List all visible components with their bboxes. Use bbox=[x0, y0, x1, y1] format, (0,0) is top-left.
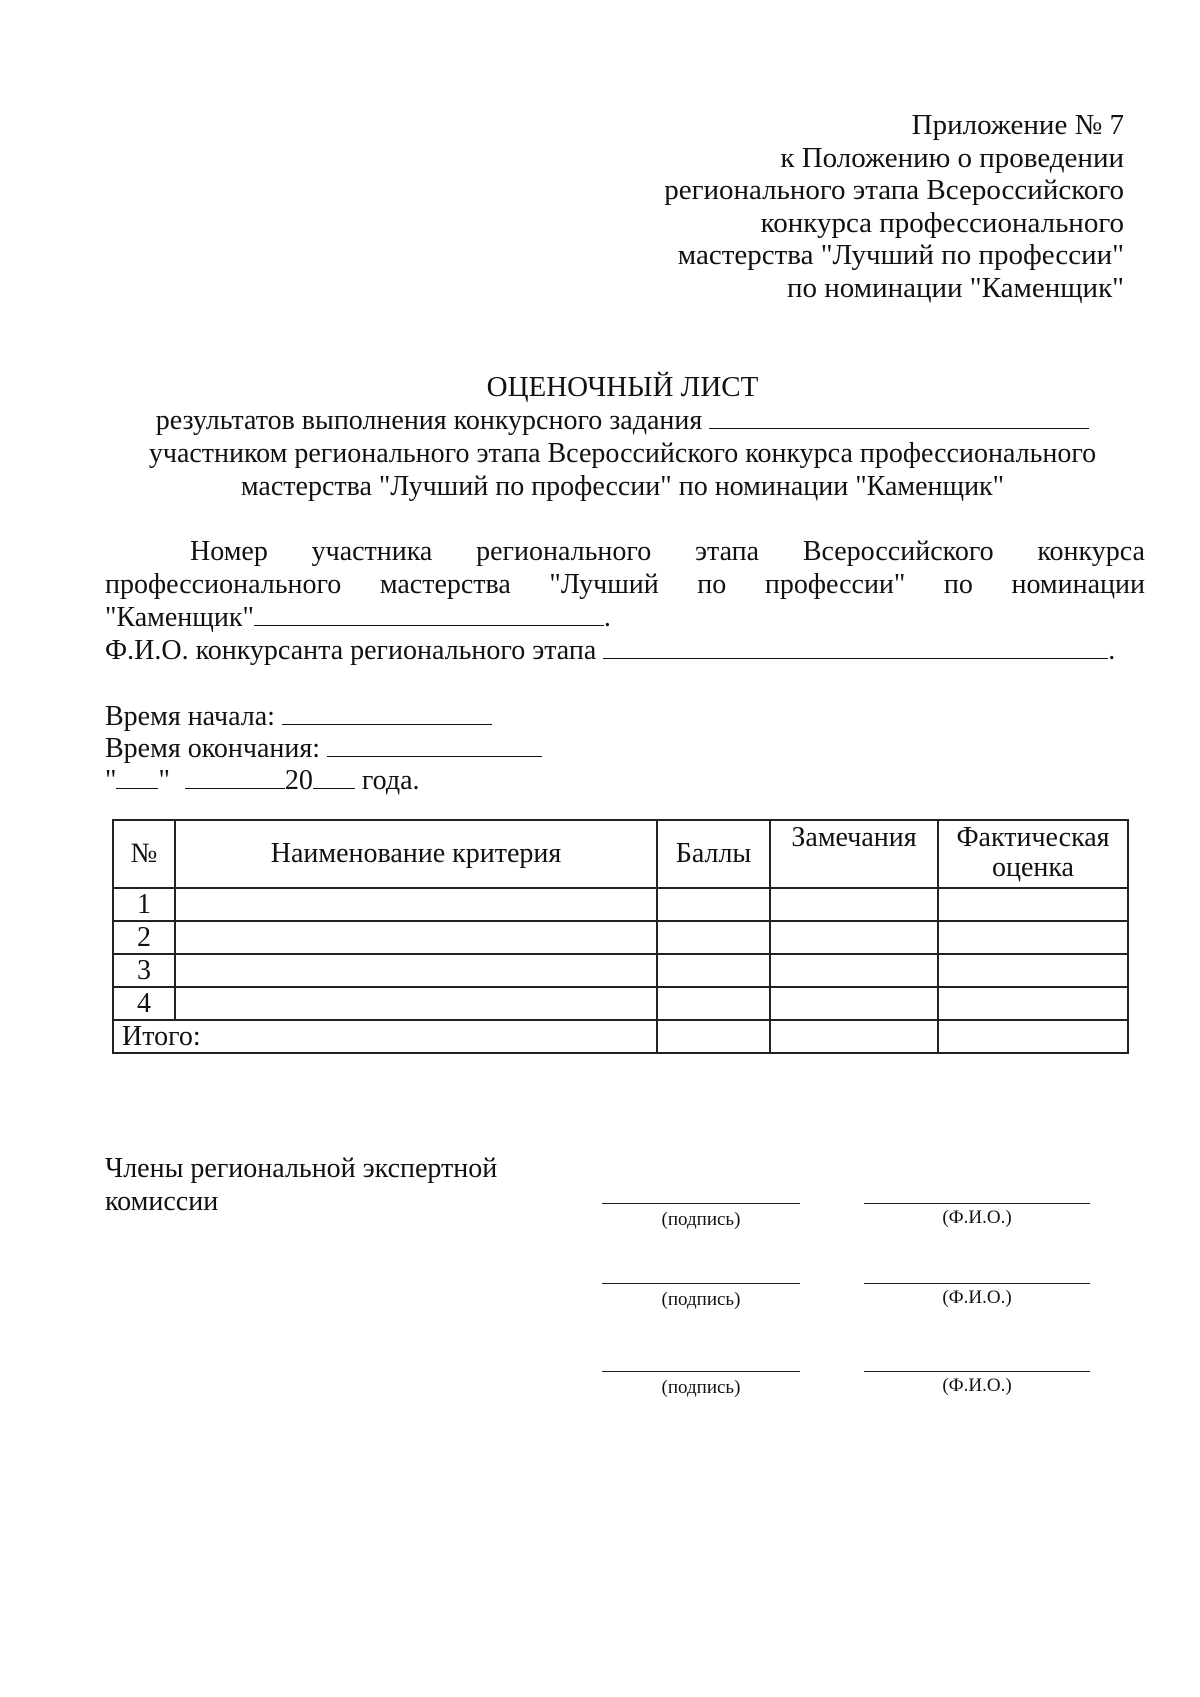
nomination-label: "Каменщик" bbox=[105, 602, 254, 633]
remarks-cell[interactable] bbox=[770, 921, 938, 954]
row-number: 3 bbox=[113, 954, 175, 987]
criterion-cell[interactable] bbox=[175, 954, 657, 987]
word: профессионального bbox=[105, 569, 342, 600]
word: конкурса bbox=[1037, 536, 1145, 567]
table-row bbox=[113, 888, 1128, 921]
appendix-block bbox=[564, 109, 1124, 304]
points-cell[interactable] bbox=[657, 954, 770, 987]
document-title: ОЦЕНОЧНЫЙ ЛИСТ bbox=[486, 371, 759, 403]
signature-caption: (подпись) bbox=[661, 1289, 741, 1310]
row-number: 4 bbox=[113, 987, 175, 1020]
participant-number-blank[interactable] bbox=[254, 601, 604, 626]
header-actual-score bbox=[938, 820, 1128, 888]
total-label: Итого: bbox=[113, 1020, 657, 1053]
times-block bbox=[105, 700, 542, 796]
signature-line[interactable] bbox=[602, 1283, 800, 1284]
word: Номер bbox=[190, 536, 268, 567]
total-remarks-cell[interactable] bbox=[770, 1020, 938, 1053]
period: . bbox=[1108, 635, 1116, 666]
quote-open: " bbox=[105, 765, 117, 796]
month-blank[interactable] bbox=[185, 764, 285, 789]
signature-line[interactable] bbox=[602, 1371, 800, 1372]
name-line[interactable] bbox=[864, 1371, 1090, 1372]
appendix-line: мастерства "Лучший по профессии" bbox=[677, 239, 1124, 271]
word: этапа bbox=[694, 536, 760, 567]
word: профессии" bbox=[764, 569, 906, 600]
header-points: Баллы bbox=[657, 820, 770, 888]
end-time-row bbox=[105, 732, 542, 764]
year-prefix: 20 bbox=[284, 765, 313, 796]
year-suffix: года. bbox=[361, 765, 420, 796]
header-actual-line2: оценка bbox=[991, 852, 1074, 883]
evaluation-table-wrap bbox=[112, 819, 1129, 1054]
title-line-task bbox=[100, 404, 1145, 437]
title-block bbox=[100, 370, 1145, 503]
start-time-row bbox=[105, 700, 542, 732]
signature-line[interactable] bbox=[602, 1203, 800, 1204]
title-line-task-text: результатов выполнения конкурсного задания bbox=[155, 405, 703, 436]
fio-blank[interactable] bbox=[603, 634, 1108, 659]
word: номинации bbox=[1011, 569, 1145, 600]
header-actual-line1: Фактическая bbox=[956, 822, 1110, 853]
remarks-cell[interactable] bbox=[770, 888, 938, 921]
word: мастерства bbox=[379, 569, 511, 600]
fio-label: Ф.И.О. конкурсанта регионального этапа bbox=[105, 635, 597, 666]
table-row bbox=[113, 921, 1128, 954]
start-time-label: Время начала: bbox=[105, 701, 275, 732]
header-remarks: Замечания bbox=[770, 820, 938, 888]
word: участника bbox=[311, 536, 433, 567]
end-time-blank[interactable] bbox=[327, 732, 542, 757]
points-cell[interactable] bbox=[657, 888, 770, 921]
actual-score-cell[interactable] bbox=[938, 888, 1128, 921]
period: . bbox=[603, 602, 611, 633]
word: Всероссийского bbox=[802, 536, 994, 567]
participant-fio-row bbox=[105, 634, 1145, 667]
title-line-participant: участником регионального этапа Всероссийского конкурса профессионального bbox=[148, 438, 1097, 469]
name-caption: (Ф.И.О.) bbox=[942, 1207, 1012, 1228]
actual-score-cell[interactable] bbox=[938, 954, 1128, 987]
year-blank[interactable] bbox=[313, 764, 355, 789]
participant-row-1 bbox=[105, 535, 1145, 568]
word: "Лучший bbox=[549, 569, 659, 600]
table-row bbox=[113, 954, 1128, 987]
start-time-blank[interactable] bbox=[282, 700, 492, 725]
name-line[interactable] bbox=[864, 1283, 1090, 1284]
word: регионального bbox=[476, 536, 652, 567]
task-name-blank[interactable] bbox=[709, 404, 1089, 429]
signature-caption: (подпись) bbox=[661, 1209, 741, 1230]
name-line[interactable] bbox=[864, 1203, 1090, 1204]
name-caption: (Ф.И.О.) bbox=[942, 1375, 1012, 1396]
participant-row-2 bbox=[105, 568, 1145, 601]
remarks-cell[interactable] bbox=[770, 954, 938, 987]
appendix-line: Приложение № 7 bbox=[911, 109, 1124, 141]
total-actual-score-cell[interactable] bbox=[938, 1020, 1128, 1053]
table-header-row bbox=[113, 820, 1128, 888]
header-num: № bbox=[113, 820, 175, 888]
row-number: 2 bbox=[113, 921, 175, 954]
criterion-cell[interactable] bbox=[175, 987, 657, 1020]
appendix-line: к Положению о проведении bbox=[780, 141, 1124, 174]
points-cell[interactable] bbox=[657, 987, 770, 1020]
appendix-line: по номинации "Каменщик" bbox=[787, 271, 1124, 304]
name-caption: (Ф.И.О.) bbox=[942, 1287, 1012, 1308]
remarks-cell[interactable] bbox=[770, 987, 938, 1020]
table-row bbox=[113, 987, 1128, 1020]
end-time-label: Время окончания: bbox=[105, 733, 321, 764]
signature-row bbox=[0, 1203, 1200, 1243]
word: по bbox=[943, 569, 973, 600]
commission-line1: Члены региональной экспертной bbox=[105, 1153, 498, 1184]
quote-close: " bbox=[158, 765, 170, 796]
signature-caption: (подпись) bbox=[661, 1377, 741, 1398]
word: по bbox=[697, 569, 727, 600]
criterion-cell[interactable] bbox=[175, 888, 657, 921]
evaluation-table bbox=[112, 819, 1129, 1054]
points-cell[interactable] bbox=[657, 921, 770, 954]
table-total-row bbox=[113, 1020, 1128, 1053]
day-blank[interactable] bbox=[116, 764, 158, 789]
title-line-nomination: мастерства "Лучший по профессии" по номинации "Каменщик" bbox=[240, 471, 1005, 502]
signature-row bbox=[0, 1371, 1200, 1411]
actual-score-cell[interactable] bbox=[938, 921, 1128, 954]
total-points-cell[interactable] bbox=[657, 1020, 770, 1053]
participant-row-3 bbox=[105, 601, 1145, 634]
signature-row bbox=[0, 1283, 1200, 1323]
header-criterion: Наименование критерия bbox=[175, 820, 657, 888]
row-number: 1 bbox=[113, 888, 175, 921]
actual-score-cell[interactable] bbox=[938, 987, 1128, 1020]
participant-block bbox=[105, 535, 1145, 667]
appendix-line: регионального этапа Всероссийского bbox=[664, 174, 1124, 206]
commission-line2: комиссии bbox=[105, 1186, 219, 1217]
criterion-cell[interactable] bbox=[175, 921, 657, 954]
appendix-line: конкурса профессионального bbox=[760, 206, 1124, 239]
date-row bbox=[105, 764, 542, 796]
